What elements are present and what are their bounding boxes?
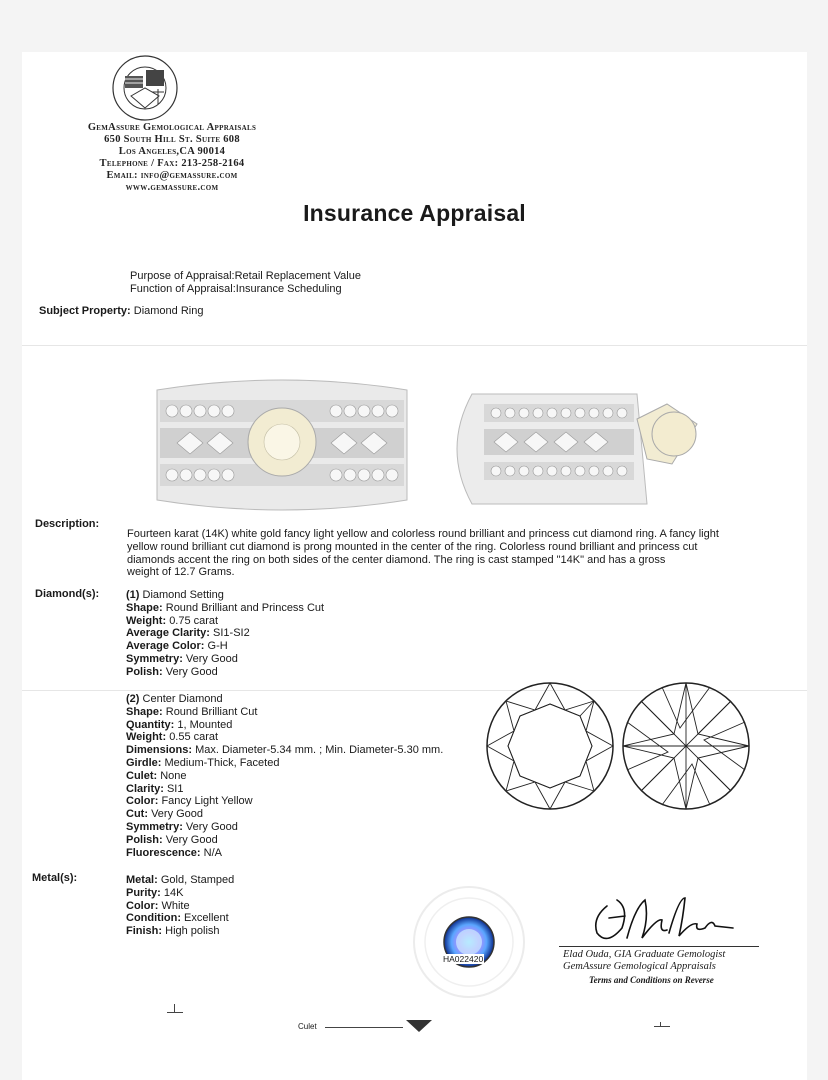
setting-row [126,627,324,640]
center-row [126,847,443,860]
metal-row [126,874,234,887]
diamond-pavilion-diagram [620,680,752,812]
function-value: Insurance Scheduling [235,283,342,295]
row-key: Symmetry: [126,820,183,833]
center-row [126,821,443,834]
row-value: N/A [203,846,222,859]
phone-line: Telephone / Fax: 213-258-2164 [99,158,245,169]
culet-line [325,1027,403,1028]
center-row [126,834,443,847]
website-line: www.gemassure.com [125,182,219,193]
row-value: Very Good [185,652,238,665]
center-row [126,783,443,796]
setting-row [126,602,324,615]
setting-row [126,653,324,666]
metal-row [126,925,234,938]
row-value: Very Good [165,665,218,678]
row-value: White [161,899,190,912]
row-key: Fluorescence: [126,846,201,859]
address-line-2: Los Angeles,CA 90014 [118,146,226,157]
row-key: Dimensions: [126,744,193,757]
row-value: Very Good [185,820,238,833]
row-value: Very Good [151,808,204,821]
address-line-1: 650 South Hill St. Suite 608 [104,134,240,145]
subject-value: Diamond Ring [133,305,204,317]
row-key: Average Color: [126,640,205,653]
row-key: Culet: [126,769,158,782]
trim-mark-left [167,1012,183,1013]
row-key: Girdle: [126,756,162,769]
description-line: Fourteen karat (14K) white gold fancy light yellow and colorless round brilliant and princess cut diamond ring. A fancy light [127,528,719,540]
center-row [126,719,443,732]
purpose-of-appraisal [130,270,361,283]
row-key: Weight: [126,731,167,744]
row-key: Symmetry: [126,652,183,665]
row-value: 1, Mounted [177,718,233,731]
row-key: Color: [126,899,159,912]
row-key: (1) [126,589,140,601]
row-value: Diamond Setting [142,589,224,601]
row-value: Round Brilliant and Princess Cut [165,601,325,614]
row-value: High polish [165,925,220,938]
row-value: Very Good [165,833,218,846]
function-label: Function of Appraisal: [130,283,236,295]
ring-front-photo [152,370,412,520]
purpose-label: Purpose of Appraisal: [130,270,235,282]
row-value: None [160,769,187,782]
row-value: Max. Diameter-5.34 mm. ; Min. Diameter-5.30 mm. [195,744,444,757]
appraiser-company: GemAssure Gemological Appraisals [563,961,716,972]
center-row [126,744,443,757]
row-value: Excellent [184,912,229,925]
trim-mark-right-tick [660,1022,661,1027]
center-row [126,795,443,808]
row-key: Clarity: [126,782,164,795]
appraiser-name: Elad Ouda, GIA Graduate Gemologist [563,949,726,960]
ring-side-photo [432,374,712,524]
center-row [126,808,443,821]
row-value: 14K [163,886,184,899]
diamond-crown-diagram [484,680,616,812]
row-key: Color: [126,795,159,808]
terms-note: Terms and Conditions on Reverse [589,975,714,985]
signature-line [559,946,759,947]
center-row [126,693,443,706]
row-key: Metal: [126,874,158,886]
purpose-value: Retail Replacement Value [234,270,361,282]
diamond-setting-block [126,589,324,679]
row-key: Weight: [126,614,167,627]
description-line: weight of 12.7 Grams. [127,566,235,579]
row-key: Polish: [126,665,163,678]
metals-label: Metal(s): [32,872,78,884]
row-key: Shape: [126,601,163,614]
row-key: Polish: [126,833,163,846]
setting-row [126,640,324,653]
description-text [127,528,719,579]
center-row [126,770,443,783]
diamonds-label: Diamond(s): [35,588,100,600]
appraisal-document [22,52,807,1080]
function-of-appraisal [130,283,342,296]
row-value: Gold, Stamped [160,874,235,886]
setting-row [126,615,324,628]
subject-label: Subject Property: [39,305,131,317]
center-row [126,757,443,770]
email-line: Email: info@gemassure.com [106,170,238,181]
fold-line [22,345,807,346]
description-label: Description: [35,518,100,530]
row-key: (2) [126,693,140,705]
row-value: Medium-Thick, Faceted [164,756,280,769]
row-value: Round Brilliant Cut [165,705,258,718]
embossed-seal [397,880,547,1000]
metal-row [126,900,234,913]
description-line: diamonds accent the ring on both sides of the center diamond. The ring is cast stamped "14K" and has a gross [127,553,666,566]
row-key: Finish: [126,925,163,938]
description-line: yellow round brilliant cut diamond is prong mounted in the center of the ring. Colorless round brilliant and princess cut [127,540,698,553]
metal-row [126,912,234,925]
company-name: GemAssure Gemological Appraisals [87,122,257,133]
row-key: Shape: [126,705,163,718]
row-value: G-H [207,640,228,653]
culet-label: Culet [298,1022,317,1031]
appraiser-signature [587,888,737,948]
row-key: Quantity: [126,718,175,731]
row-key: Purity: [126,886,161,899]
row-key: Average Clarity: [126,627,210,640]
row-value: 0.55 carat [169,731,219,744]
row-key: Cut: [126,808,148,821]
row-value: Center Diamond [142,693,223,705]
row-value: SI1-SI2 [213,627,250,640]
hologram-code: HA022420 [443,954,484,964]
setting-row [126,589,324,602]
row-value: 0.75 carat [169,614,219,627]
row-value: SI1 [166,782,184,795]
center-row [126,706,443,719]
gemassure-seal-logo [104,52,186,124]
metal-block [126,874,234,938]
trim-mark-right [654,1026,670,1027]
center-diamond-block [126,693,443,859]
document-title: Insurance Appraisal [303,200,526,226]
setting-row [126,666,324,679]
row-value: Fancy Light Yellow [161,795,253,808]
trim-mark-left-tick [174,1004,175,1013]
metal-row [126,887,234,900]
center-row [126,731,443,744]
row-key: Condition: [126,912,181,925]
culet-arrow-icon [406,1020,432,1032]
subject-property [39,305,203,318]
